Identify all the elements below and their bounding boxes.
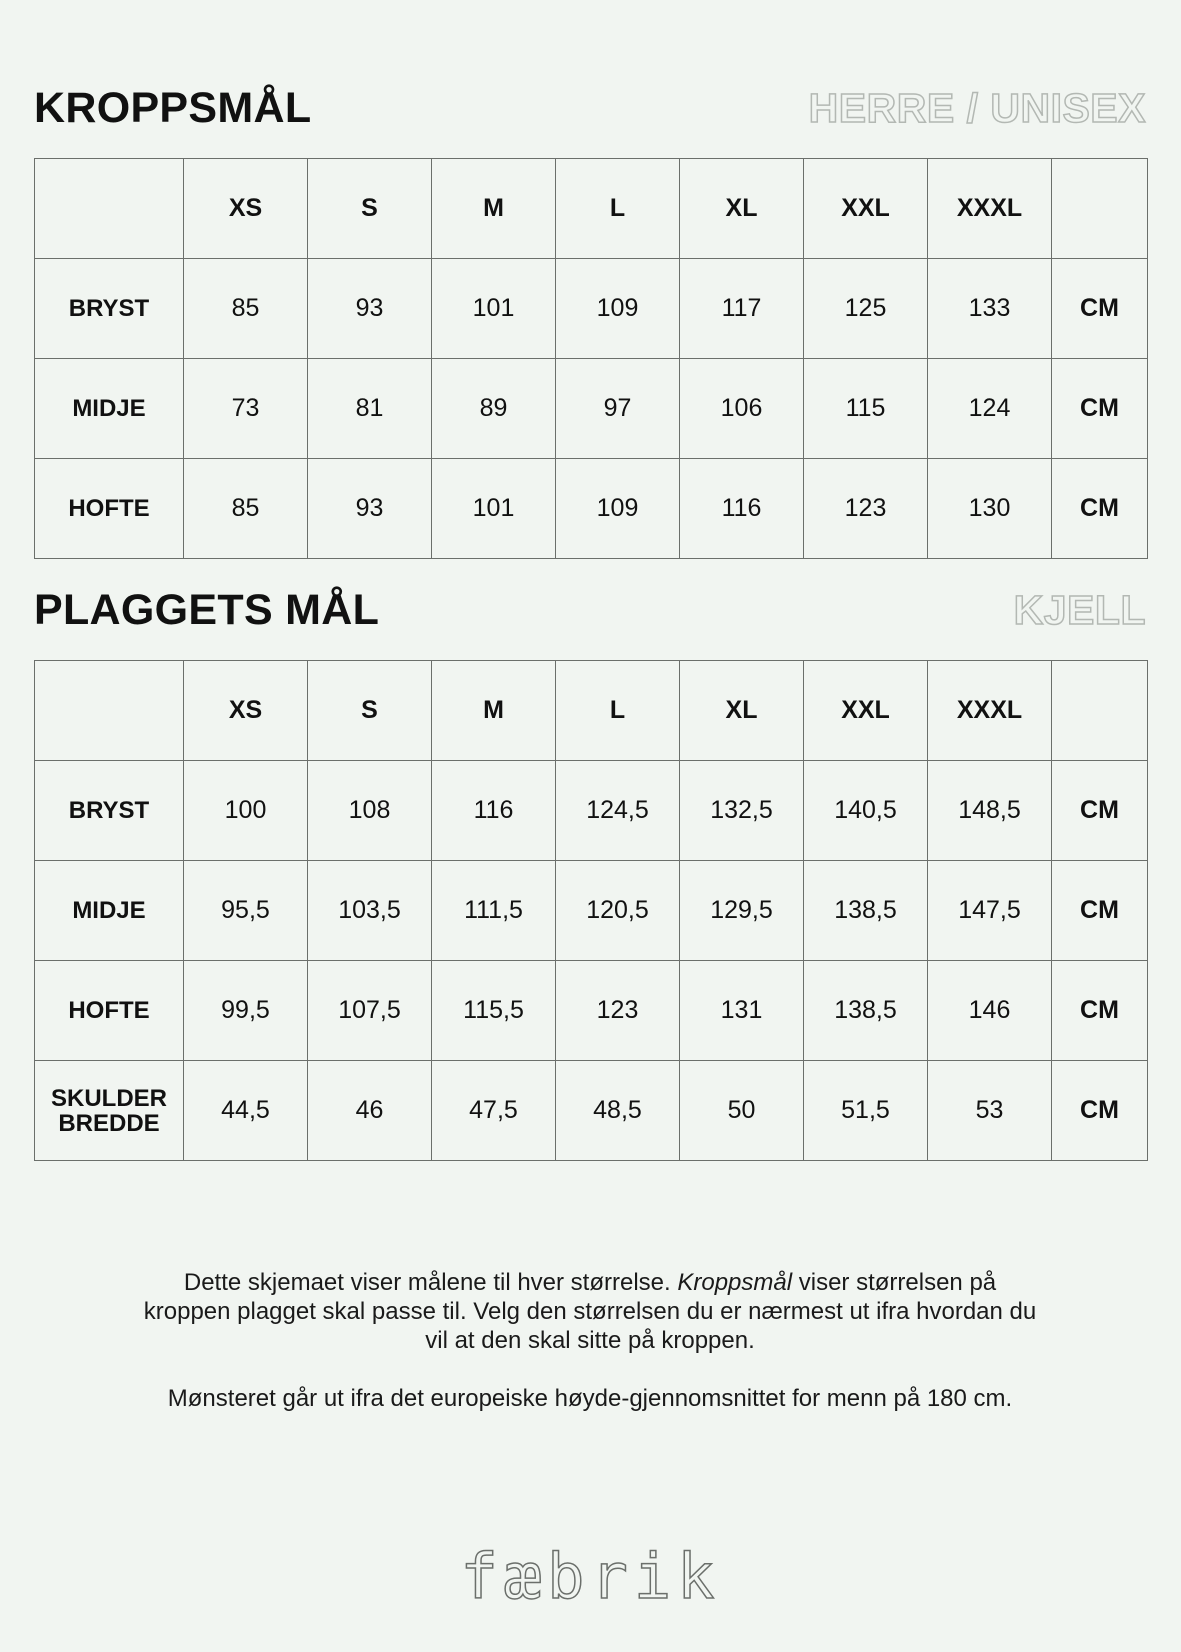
table-row [35,1061,1148,1161]
header-empty-cell [35,661,184,761]
size-header: XXL [804,661,928,761]
measurement-cell: 100 [184,761,308,861]
size-header: XS [184,159,308,259]
measurement-cell: 101 [432,259,556,359]
measurement-cell: 93 [308,259,432,359]
measurement-cell: 130 [928,459,1052,559]
size-header: L [556,159,680,259]
measurement-cell: 116 [432,761,556,861]
measurement-cell: 140,5 [804,761,928,861]
measurement-cell: 99,5 [184,961,308,1061]
unit-cell: CM [1052,459,1148,559]
note-paragraph [140,1268,1040,1355]
measurement-cell: 85 [184,259,308,359]
measurement-cell: 44,5 [184,1061,308,1161]
size-header: M [432,159,556,259]
size-header: S [308,661,432,761]
measurement-cell: 116 [680,459,804,559]
size-header: S [308,159,432,259]
measurement-cell: 48,5 [556,1061,680,1161]
measurement-cell: 46 [308,1061,432,1161]
measurement-cell: 109 [556,259,680,359]
garment-measurements-table [34,660,1148,1161]
measurement-cell: 111,5 [432,861,556,961]
measurement-cell: 124 [928,359,1052,459]
note-paragraph: Mønsteret går ut ifra det europeiske høyde-gjennomsnittet for menn på 180 cm. [167,1385,1013,1412]
measurement-cell: 50 [680,1061,804,1161]
table-row [35,359,1148,459]
measurement-cell: 107,5 [308,961,432,1061]
measurement-cell: 106 [680,359,804,459]
measurement-cell: 109 [556,459,680,559]
measurement-cell: 73 [184,359,308,459]
row-label [35,1061,184,1161]
measurement-cell: 93 [308,459,432,559]
body-measurements-table [34,158,1148,559]
size-header: L [556,661,680,761]
row-label: HOFTE [35,961,184,1061]
measurement-cell: 123 [556,961,680,1061]
table-header-row [35,159,1148,259]
measurement-cell: 131 [680,961,804,1061]
row-label-line: BREDDE [58,1109,160,1137]
measurement-cell: 103,5 [308,861,432,961]
size-header: M [432,661,556,761]
note-emphasis: Kroppsmål [677,1269,793,1296]
measurement-cell: 120,5 [556,861,680,961]
table-header-row [35,661,1148,761]
row-label-line: SKULDER [50,1084,167,1112]
size-header: XXL [804,159,928,259]
measurement-cell: 53 [928,1061,1052,1161]
measurement-cell: 95,5 [184,861,308,961]
explanation-note [140,1268,1040,1442]
measurement-cell: 123 [804,459,928,559]
header-empty-cell [1052,159,1148,259]
measurement-cell: 108 [308,761,432,861]
unit-cell: CM [1052,259,1148,359]
measurement-cell: 133 [928,259,1052,359]
measurement-cell: 89 [432,359,556,459]
size-header: XS [184,661,308,761]
measurement-cell: 124,5 [556,761,680,861]
body-measurements-subtitle: HERRE / UNISEX [808,85,1146,131]
measurement-cell: 51,5 [804,1061,928,1161]
brand-logo: fæbrik [460,1540,721,1613]
measurement-cell: 148,5 [928,761,1052,861]
header-empty-cell [35,159,184,259]
row-label: MIDJE [35,359,184,459]
unit-cell: CM [1052,359,1148,459]
row-label: MIDJE [35,861,184,961]
body-measurements-heading [34,84,1146,133]
table-row [35,961,1148,1061]
garment-measurements-title: PLAGGETS MÅL [34,586,380,634]
note-text: viser størrelsen på kroppen plagget skal passe til. Velg den størrelsen du er nærmest ut ifra hvordan du vil at den skal sitte på kroppen. [143,1269,1037,1354]
table-row [35,761,1148,861]
measurement-cell: 138,5 [804,961,928,1061]
measurement-cell: 117 [680,259,804,359]
measurement-cell: 101 [432,459,556,559]
measurement-cell: 97 [556,359,680,459]
row-label: HOFTE [35,459,184,559]
size-header: XL [680,159,804,259]
table-row [35,459,1148,559]
measurement-cell: 81 [308,359,432,459]
size-header: XL [680,661,804,761]
measurement-cell: 125 [804,259,928,359]
measurement-cell: 138,5 [804,861,928,961]
unit-cell: CM [1052,1061,1148,1161]
measurement-cell: 132,5 [680,761,804,861]
unit-cell: CM [1052,961,1148,1061]
note-text: Dette skjemaet viser målene til hver størrelse. [183,1269,678,1296]
row-label: BRYST [35,761,184,861]
unit-cell: CM [1052,861,1148,961]
body-measurements-title: KROPPSMÅL [34,84,312,132]
row-label: BRYST [35,259,184,359]
measurement-cell: 115,5 [432,961,556,1061]
measurement-cell: 47,5 [432,1061,556,1161]
garment-measurements-heading [34,586,1146,635]
table-row [35,861,1148,961]
unit-cell: CM [1052,761,1148,861]
measurement-cell: 147,5 [928,861,1052,961]
size-header: XXXL [928,159,1052,259]
header-empty-cell [1052,661,1148,761]
measurement-cell: 146 [928,961,1052,1061]
table-row [35,259,1148,359]
garment-measurements-subtitle: KJELL [1013,587,1146,633]
size-header: XXXL [928,661,1052,761]
measurement-cell: 129,5 [680,861,804,961]
measurement-cell: 85 [184,459,308,559]
measurement-cell: 115 [804,359,928,459]
